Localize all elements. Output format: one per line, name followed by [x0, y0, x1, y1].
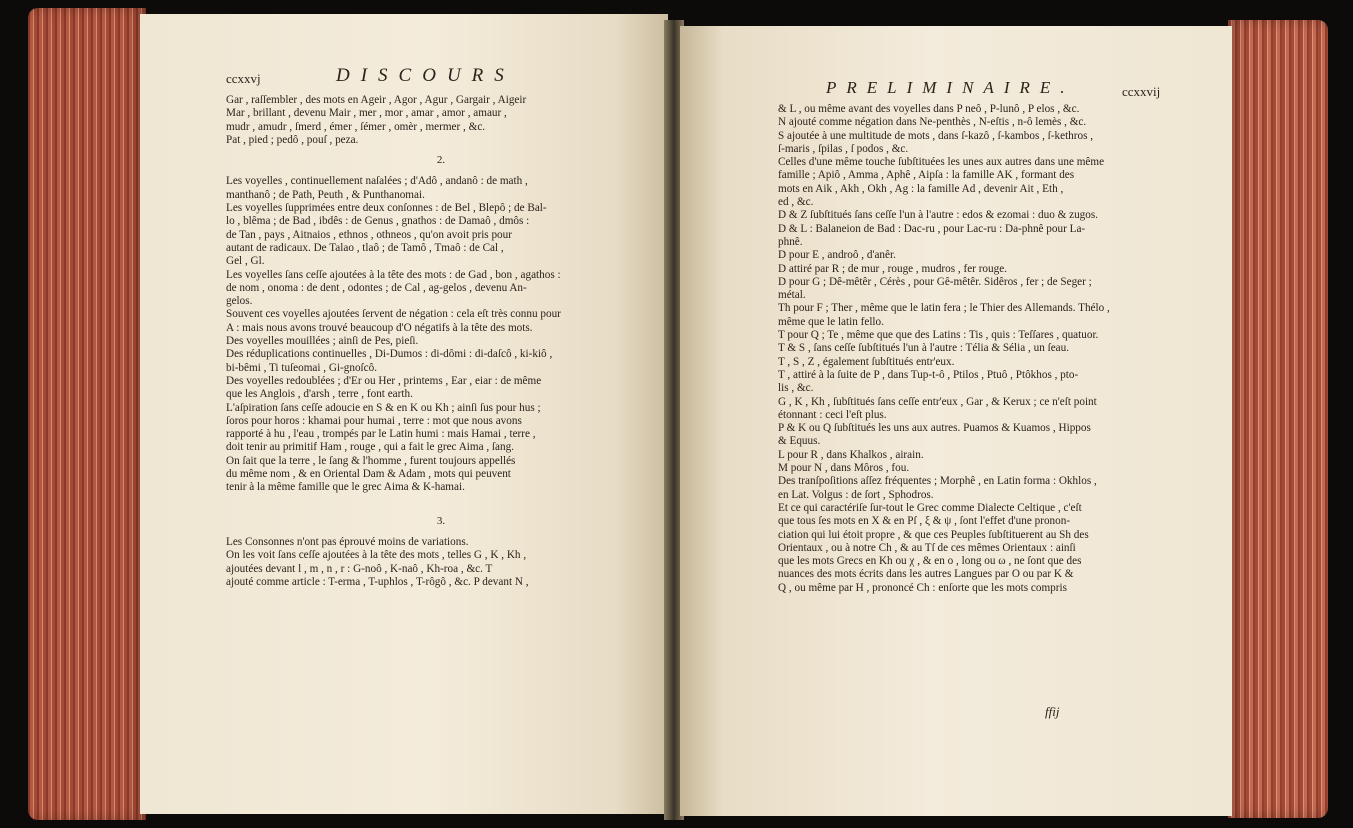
text-line: On les voit ſans ceſſe ajoutées à la tête des mots , telles G , K , Kh ,	[226, 549, 527, 562]
text-line: doit tenir au primitif Ham , rouge , qui a fait le grec Aima , ſang.	[226, 441, 514, 454]
text-line: du même nom , & en Oriental Dam & Adam , mots qui peuvent	[226, 468, 511, 481]
text-line: Pat , pied ; pedô , pouſ , peza.	[226, 133, 359, 146]
text-line: ajoutées devant l , m , n , r : G-noô , K-naô , Kh-roa , &c. T	[226, 562, 493, 575]
left-page	[140, 14, 668, 814]
left-folio: ccxxvj	[226, 71, 261, 86]
text-line: Des réduplications continuelles , Di-Dumos : di-dômi : di-daſcô , ki-kiô ,	[226, 348, 553, 361]
text-line: de Tan , pays , Aitnaios , ethnos , othneos , qu'on avoit pris pour	[226, 228, 512, 241]
text-line: Des voyelles redoublées ; d'Er ou Her , printems , Ear , eiar : de même	[226, 374, 542, 387]
text-line: mots en Aik , Akh , Okh , Ag : la famille Ad , devenir Ait , Eth ,	[778, 182, 1064, 195]
text-line: Des voyelles mouillées ; ainſi de Pes, pieſi.	[226, 335, 419, 348]
signature-mark: ffij	[1045, 704, 1060, 719]
text-line: de nom , onoma : de dent , odontes ; de Cal , ag-gelos , devenu An-	[226, 281, 527, 294]
text-line: ciation qui lui étoit propre , & que ces Peuples ſubſtituerent au Sh des	[778, 528, 1089, 541]
text-line: L'aſpiration ſans ceſſe adoucie en S & en K ou Kh ; ainſi ſus pour hus ;	[226, 401, 541, 414]
left-running-title: DISCOURS	[336, 65, 515, 86]
text-line: D attiré par R ; de mur , rouge , mudros , fer rouge.	[778, 262, 1007, 275]
page-edges-left	[28, 8, 146, 820]
text-line: lis , &c.	[778, 382, 814, 395]
text-line: Q , ou même par H , prononcé Ch : enſorte que les mots compris	[778, 581, 1067, 594]
text-line: Gar , raſſembler , des mots en Ageir , Agor , Agur , Gargair , Aigeir	[226, 94, 527, 106]
text-line: que les mots Grecs en Kh ou χ , & en o , long ou ω , ne ſont que des	[778, 555, 1082, 568]
text-line: en Lat. Volgus : de ſort , Sphodros.	[778, 488, 934, 501]
text-line: P & K ou Q ſubſtitués les uns aux autres. Puamos & Kuamos , Hippos	[778, 422, 1091, 435]
text-line: ajouté comme article : T-erma , T-uphlos , T-rôgô , &c. P devant N ,	[226, 575, 529, 588]
text-line: tenir à la même famille que le grec Aima & K-hamai.	[226, 481, 465, 494]
text-line: ed , &c.	[778, 196, 814, 209]
text-line: M pour N , dans Môros , fou.	[778, 462, 910, 475]
text-line: gelos.	[226, 295, 253, 308]
text-line: Les Consonnes n'ont pas éprouvé moins de variations.	[226, 535, 469, 548]
text-line: & L , ou même avant des voyelles dans P neô , P-lunô , P elos , &c.	[778, 103, 1080, 115]
text-line: lo , blêma ; de Bad , ibdês : de Genus , gnathos : de Damaô , dmôs :	[226, 215, 530, 228]
text-line: phnê.	[778, 235, 803, 248]
text-line: Celles d'une même touche ſubſtituées les unes aux autres dans une même	[778, 156, 1105, 169]
text-line: autant de radicaux. De Talao , tlaô ; de Tamô , Tmaô : de Cal ,	[226, 241, 504, 254]
text-line: rapporté à hu , l'eau , trompés par le Latin humi : mais Hamai , terre ,	[226, 428, 536, 441]
left-body	[226, 94, 656, 589]
text-line: G , K , Kh , ſubſtitués ſans ceſſe entr'eux , Gar , & Kerux ; ce n'eſt point	[778, 395, 1097, 408]
text-line: nuances des mots écrits dans les autres Langues par O ou par K &	[778, 568, 1074, 581]
text-line: T , S , Z , également ſubſtitués entr'eux.	[778, 355, 955, 368]
text-line: Gel , Gl.	[226, 255, 265, 268]
text-line: D & Z ſubſtitués ſans ceſſe l'un à l'autre : edos & ezomai : duo & zugos.	[778, 209, 1099, 222]
text-line: manthanô ; de Path, Peuth , & Punthanomai.	[226, 188, 425, 201]
text-line: Les voyelles , continuellement naſalées ; d'Adô , andanô : de math ,	[226, 175, 528, 188]
page-edges-right	[1228, 20, 1328, 818]
text-line: que tous ſes mots en X & en Pſ , ξ & ψ , ſont l'effet d'une pronon-	[778, 515, 1071, 528]
section-number-3: 3.	[436, 514, 446, 527]
text-line: T & S , ſans ceſſe ſubſtitués l'un à l'autre : Télia & Sélia , un ſeau.	[778, 342, 1070, 355]
text-line: Et ce qui caractériſe ſur-tout le Grec comme Dialecte Celtique , c'eſt	[778, 501, 1082, 514]
section-number-2: 2.	[436, 154, 446, 167]
text-line: Les voyelles ſans ceſſe ajoutées à la tête des mots : de Gad , bon , agathos :	[226, 268, 561, 281]
text-line: ſ-maris , ſpilas , ſ podos , &c.	[778, 142, 909, 155]
right-running-title: PRELIMINAIRE.	[826, 78, 1075, 97]
text-line: T pour Q ; Te , même que que des Latins : Tis , quis : Teſſares , quatuor.	[778, 329, 1099, 342]
text-line: famille ; Apiô , Amma , Aphê , Aipſa : la famille AK , formant des	[778, 169, 1075, 182]
text-line: L pour R , dans Khalkos , airain.	[778, 448, 924, 461]
text-line: On ſait que la terre , le ſang & l'homme , furent toujours appellés	[226, 454, 516, 467]
text-line: A : mais nous avons trouvé beaucoup d'O négatifs à la tête des mots.	[226, 321, 533, 334]
text-line: S ajoutée à une multitude de mots , dans ſ-kazô , ſ-kambos , ſ-kethros ,	[778, 129, 1094, 142]
text-line: mudr , amudr , ſmerd , émer , ſémer , omèr , mermer , &c.	[226, 120, 486, 133]
right-folio: ccxxvij	[1122, 84, 1161, 99]
text-line: N ajouté comme négation dans Ne-penthès , N-eſtis , n-ô lemès , &c.	[778, 116, 1087, 129]
text-line: D pour E , androô , d'anêr.	[778, 249, 896, 262]
text-line: même que le latin fello.	[778, 315, 884, 328]
text-line: D pour G ; Dê-mêtêr , Cérès , pour Gê-mêtêr. Sidêros , fer ; de Seger ;	[778, 275, 1092, 288]
text-line: & Equus.	[778, 435, 821, 448]
text-line: bi-bêmi , Ti tuſeomai , Gi-gnoſcô.	[226, 361, 378, 374]
text-line: T , attiré à la ſuite de P , dans Tup-t-ô , Ptilos , Ptuô , Ptôkhos , pto-	[778, 368, 1079, 381]
text-line: Les voyelles ſupprimées entre deux conſonnes : de Bel , Blepô ; de Bal-	[226, 202, 547, 215]
text-line: Th pour F ; Ther , même que le latin fera ; le Thier des Allemands. Thélo ,	[778, 302, 1110, 315]
text-line: métal.	[778, 289, 806, 302]
right-body	[778, 103, 1208, 595]
text-line: D & L : Balaneion de Bad : Dac-ru , pour Lac-ru : Da-phnê pour La-	[778, 222, 1086, 235]
text-line: que les Anglois , d'arsh , terre , font earth.	[226, 388, 413, 401]
text-line: Souvent ces voyelles ajoutées ſervent de négation : cela eſt très connu pour	[226, 308, 561, 321]
right-page	[680, 26, 1232, 816]
text-line: étonnant : ceci l'eſt plus.	[778, 408, 887, 421]
text-line: Mar , brillant , devenu Mair , mer , mor , amar , amor , amaur ,	[226, 107, 507, 120]
text-line: Orientaux , ou à notre Ch , & au Tſ de ces mêmes Orientaux : ainſi	[778, 541, 1076, 554]
text-line: ſoros pour horos : khamai pour humai , terre : mot que nous avons	[226, 414, 522, 427]
text-line: Des tranſpoſitions aſſez fréquentes ; Morphê , en Latin forma : Okhlos ,	[778, 475, 1097, 488]
